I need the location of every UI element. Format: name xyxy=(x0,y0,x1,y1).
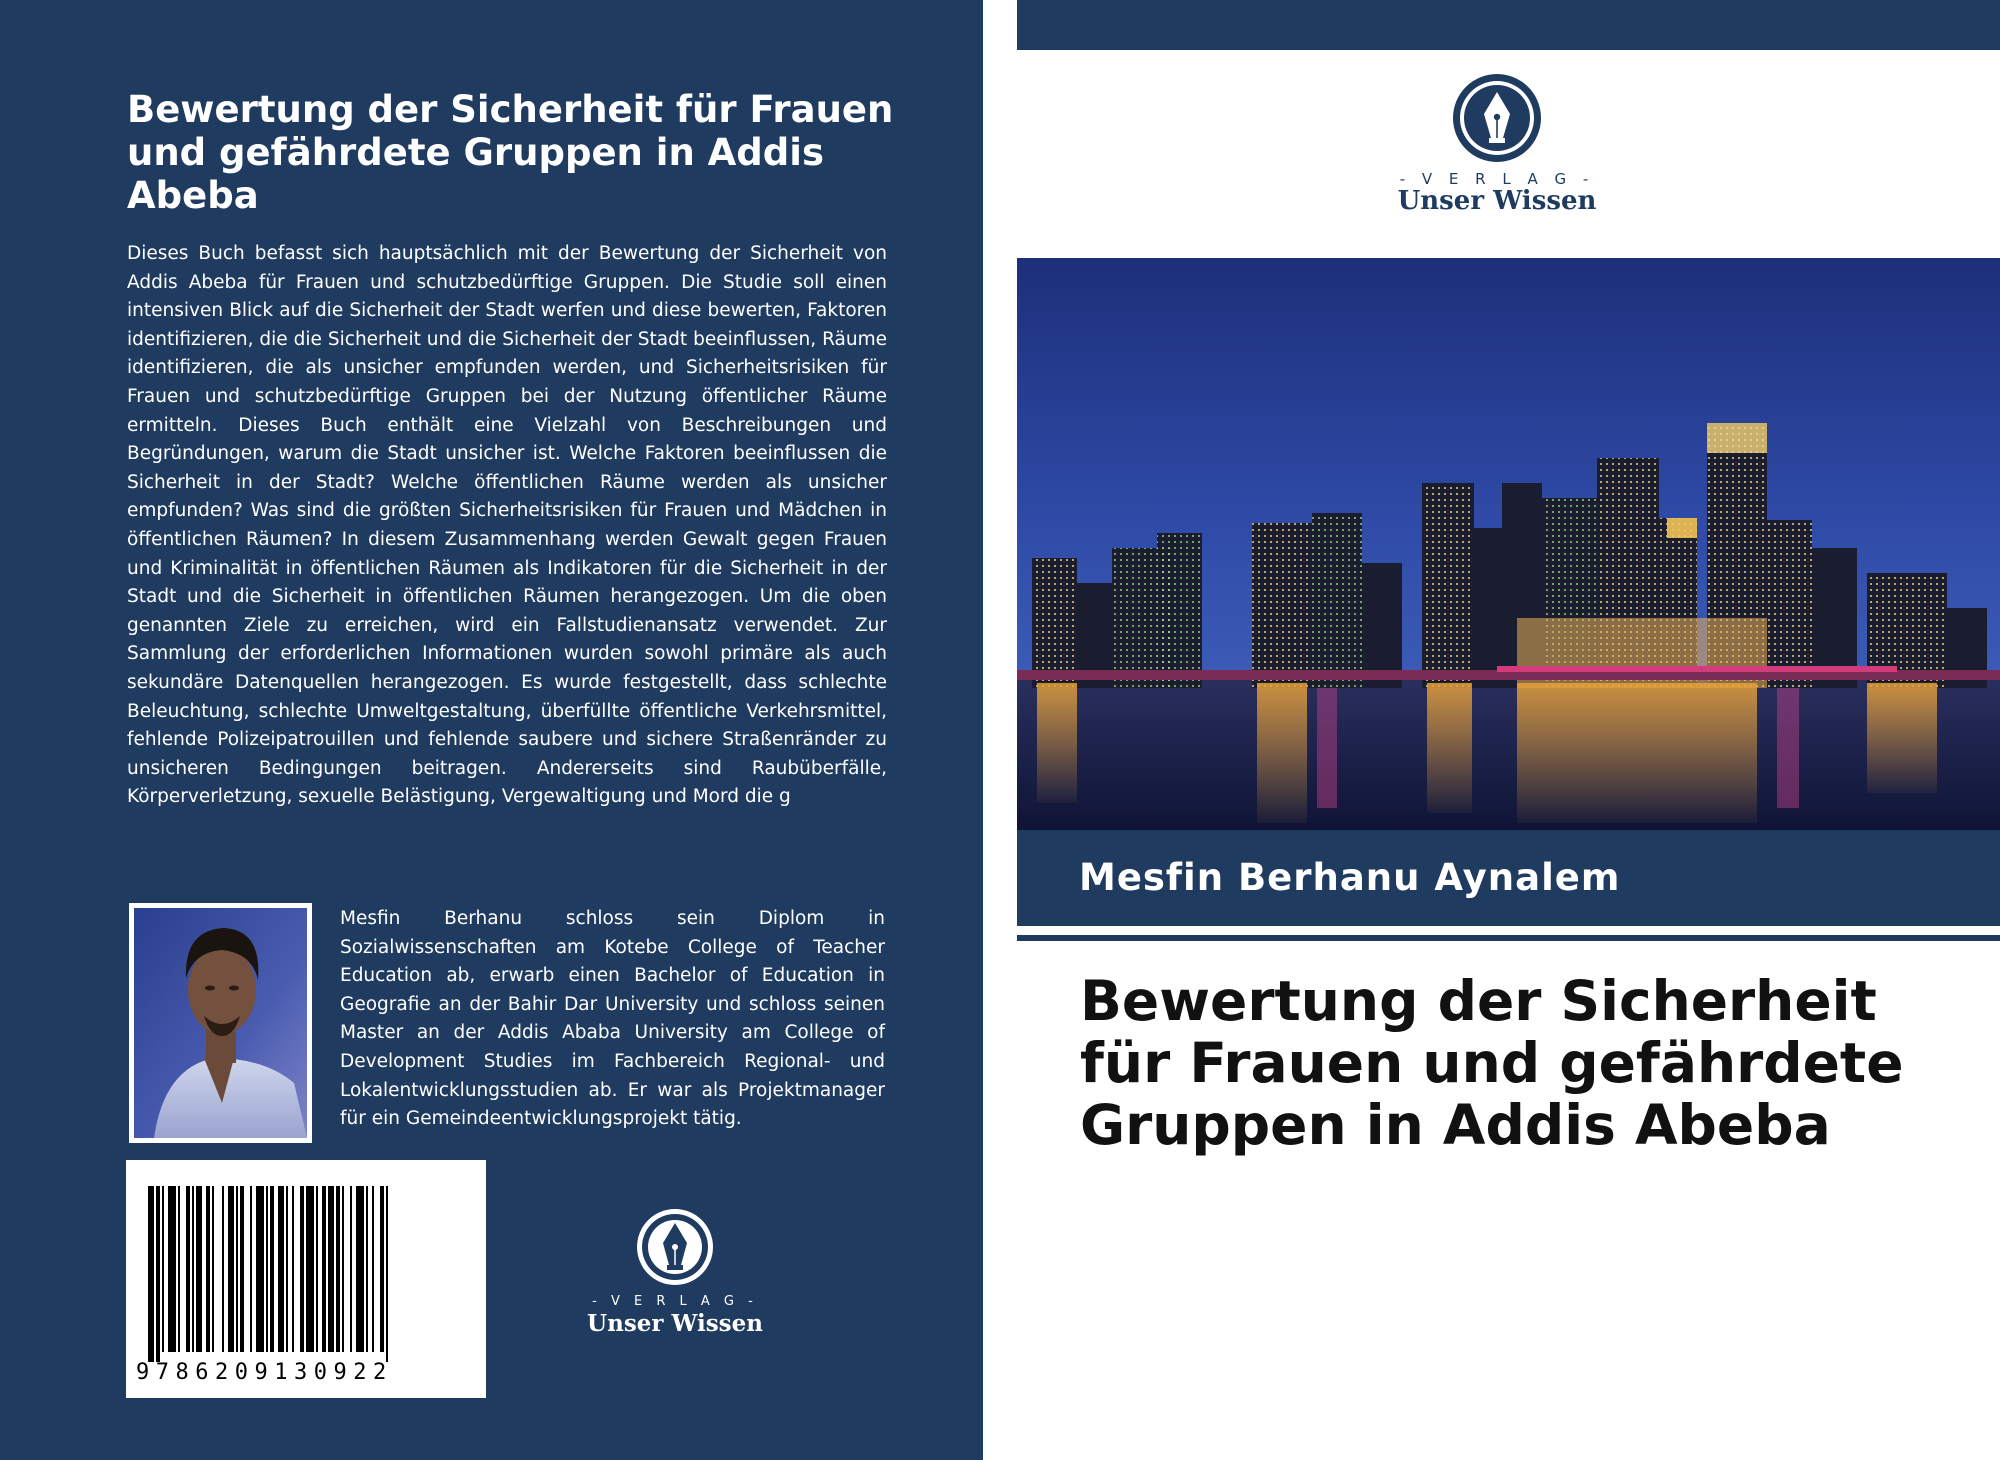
barcode-bar xyxy=(350,1186,352,1352)
barcode-bar xyxy=(270,1186,274,1352)
barcode-bar xyxy=(222,1186,224,1352)
barcode-bar xyxy=(342,1186,344,1352)
barcode-bar xyxy=(286,1186,288,1352)
barcode-bar xyxy=(178,1186,180,1352)
front-publisher-logo xyxy=(1397,72,1597,222)
barcode-bar xyxy=(228,1186,234,1352)
front-top-bar xyxy=(1017,0,2000,50)
barcode-bar xyxy=(206,1186,210,1352)
barcode-bar xyxy=(162,1186,164,1352)
front-cover-title: Bewertung der Sicherheit für Frauen und gefährdete Gruppen in Addis Abeba xyxy=(1080,969,1904,1157)
back-cover-blurb: Dieses Buch befasst sich hauptsächlich mit der Bewertung der Sicherheit von Addis Abeba für Frauen und schutzbedürftige Gruppen. Die Studie soll einen intensiven Blick auf die Sicherheit der Stadt werfen und diese bewerten, Faktoren identifizieren, die die Sicherheit und die Sicherheit der Stadt beeinflussen, Räume identifizieren, die als unsicher empfunden werden, und Sicherheitsrisiken für Frauen und schutzbedürftige Gruppen bei der Nutzung öffentlicher Räume ermitteln. Dieses Buch enthält eine Vielzahl von Beschreibungen und Begründungen, warum die Stadt unsicher ist. Welche Faktoren beeinflussen die Sicherheit in der Stadt? Welche öffentlichen Räume werden als unsicher empfunden? Was sind die größten Sicherheitsrisiken für Frauen und Mädchen in öffentlichen Räumen? In diesem Zusammenhang werden Gewalt gegen Frauen und Kriminalität in öffentlichen Räumen als Indikatoren für die Sicherheit in der Stadt und die Sicherheit in öffentlichen Räumen herangezogen. Um die oben genannten Ziele zu erreichen, wird ein Fallstudienansatz verwendet. Zur Sammlung der erforderlichen Informationen wurden sowohl primäre als auch sekundäre Datenquellen herangezogen. Es wurde festgestellt, dass schlechte Beleuchtung, schlechte Umweltgestaltung, überfüllte öffentliche Verkehrsmittel, fehlende Polizeipatrouillen und fehlende saubere und sichere Straßenränder zu unsicheren Bedingungen beitragen. Andererseits sind Raubüberfälle, Körperverletzung, sexuelle Belästigung, Vergewaltigung und Mord die g xyxy=(127,243,887,808)
barcode-bar xyxy=(148,1186,154,1362)
barcode-bar xyxy=(306,1186,314,1352)
back-cover xyxy=(0,0,983,1460)
barcode-bar xyxy=(156,1186,160,1362)
back-verlag-label: - V E R L A G - xyxy=(592,1294,758,1309)
back-cover-title: Bewertung der Sicherheit für Frauen und gefährdete Gruppen in Addis Abeba xyxy=(127,88,894,217)
barcode-bar xyxy=(328,1186,334,1352)
barcode-bar xyxy=(192,1186,194,1352)
barcode-bar xyxy=(300,1186,304,1352)
back-publisher-name: Unser Wissen xyxy=(587,1310,763,1337)
barcode-bar xyxy=(250,1186,252,1352)
barcode-bar xyxy=(336,1186,340,1352)
back-publisher-logo xyxy=(570,1207,780,1337)
front-publisher-name: Unser Wissen xyxy=(1397,186,1597,216)
barcode-bar xyxy=(236,1186,238,1352)
barcode-bar xyxy=(386,1186,388,1362)
barcode-bar xyxy=(278,1186,284,1352)
barcode-bar xyxy=(292,1186,294,1352)
cover-photo-skyline xyxy=(1017,258,2000,830)
author-photo xyxy=(129,903,312,1143)
author-bio: Mesfin Berhanu schloss sein Diplom in Sozialwissenschaften am Kotebe College of Teacher Education ab, erwarb einen Bachelor of Education in Geografie an der Bahir Dar University und schloss seinen Master an der Addis Ababa University am College of Development Studies im Fachbereich Regional- und Lokalentwicklungsstudien ab. Er war als Projektmanager für ein Gemeindeentwicklungsprojekt tätig. xyxy=(340,908,885,1130)
pen-nib-icon xyxy=(1451,72,1543,164)
front-divider-rule xyxy=(1017,935,2000,941)
front-author-name: Mesfin Berhanu Aynalem xyxy=(1079,856,1621,899)
barcode-bar xyxy=(322,1186,326,1352)
author-band xyxy=(1017,830,2000,926)
barcode-bar xyxy=(366,1186,368,1352)
barcode-bar xyxy=(316,1186,318,1352)
barcode-bar xyxy=(256,1186,264,1352)
barcode-bar xyxy=(372,1186,374,1352)
barcode-bar xyxy=(196,1186,202,1352)
isbn-digits: 9786209130922 xyxy=(136,1360,393,1385)
front-verlag-label: - V E R L A G - xyxy=(1399,170,1595,188)
barcode-bar xyxy=(186,1186,190,1352)
barcode-bar xyxy=(212,1186,214,1352)
barcode-bar xyxy=(356,1186,364,1352)
pen-nib-icon xyxy=(635,1207,715,1287)
barcode-bar xyxy=(168,1186,176,1352)
barcode-bar xyxy=(240,1186,244,1352)
barcode-bar xyxy=(380,1186,384,1352)
barcode xyxy=(126,1160,486,1398)
barcode-bar xyxy=(266,1186,268,1352)
